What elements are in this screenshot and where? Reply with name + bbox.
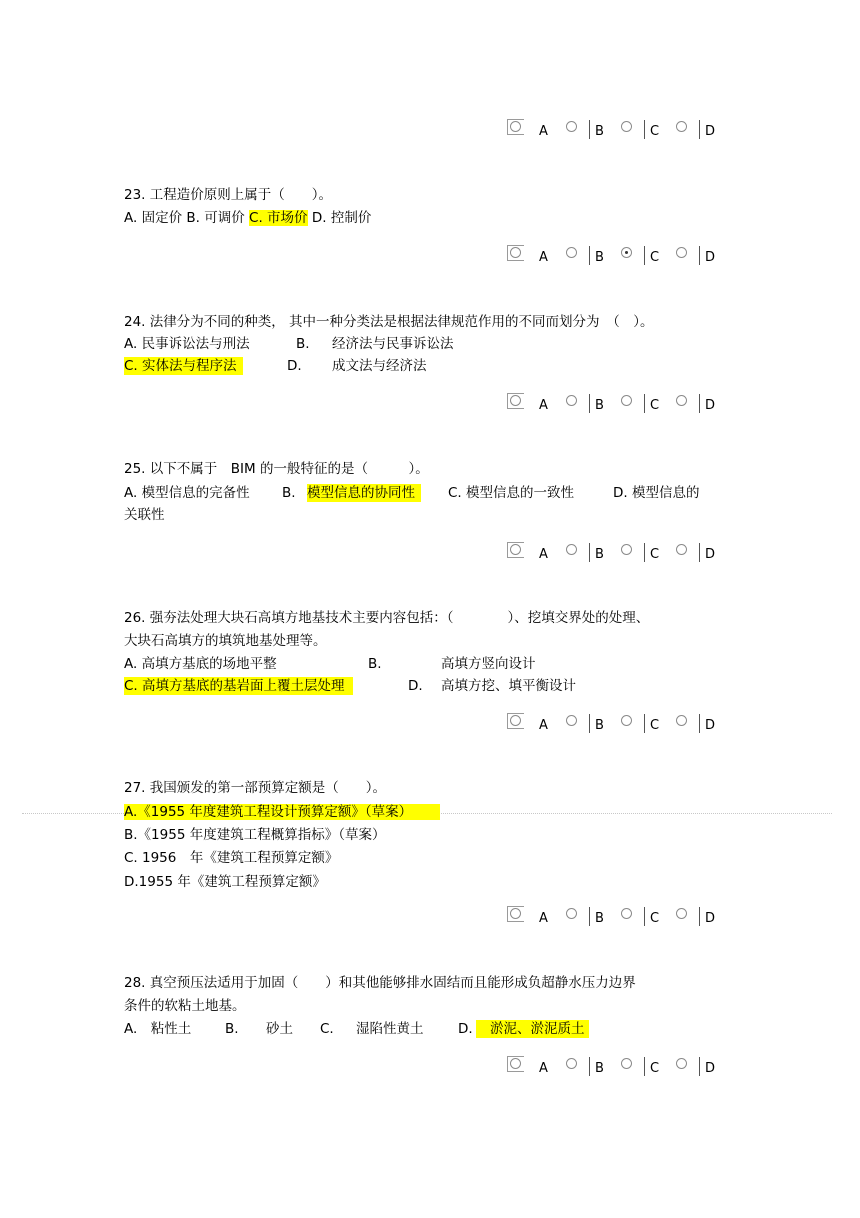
separator-bar (699, 120, 700, 139)
q28-option-b[interactable]: B (564, 1057, 610, 1079)
q25-option-c[interactable]: C (619, 543, 665, 565)
q24-option-c-text: C. 实体法与程序法 (124, 357, 243, 375)
q25-option-b[interactable]: B (564, 543, 610, 565)
radio-icon[interactable] (566, 1058, 577, 1069)
q28-option-b-label: B. (225, 1021, 239, 1037)
q23-radio-group (508, 246, 728, 268)
q28-option-d-text: 淤泥、淤泥质土 (476, 1020, 589, 1038)
q26-radio-group (508, 714, 728, 736)
q26-stem-line2: 大块石高填方的填筑地基处理等。 (124, 633, 327, 649)
q27-option-c-text: C. 1956 年《建筑工程预算定额》 (124, 850, 339, 866)
q28-option-d[interactable]: D (674, 1057, 720, 1079)
q26-option-b[interactable]: B (564, 714, 610, 736)
q28-option-b-text: 砂土 (266, 1021, 293, 1037)
radio-icon[interactable] (676, 715, 687, 726)
radio-icon[interactable] (510, 121, 521, 132)
radio-icon[interactable] (510, 908, 521, 919)
radio-icon[interactable] (621, 544, 632, 555)
q27-option-c[interactable]: C (619, 907, 665, 929)
radio-icon[interactable] (676, 1058, 687, 1069)
q26-option-d-text: 高填方挖、填平衡设计 (441, 678, 576, 694)
q23-option-d[interactable]: D (674, 246, 720, 268)
q22-option-b[interactable]: B (564, 120, 610, 142)
separator-bar (644, 394, 645, 413)
q26-option-b-text: 高填方竖向设计 (441, 656, 536, 672)
q23-option-c-text: C. 市场价 (249, 210, 308, 226)
radio-icon[interactable] (621, 715, 632, 726)
separator-bar (589, 543, 590, 562)
q27-option-a-text: A.《1955 年度建筑工程设计预算定额》（草案） (124, 804, 440, 820)
q24-option-a[interactable]: A (508, 394, 554, 416)
q23-option-b-text: B. 可调价 (186, 210, 245, 226)
separator-bar (699, 394, 700, 413)
q27-stem: 27. 我国颁发的第一部预算定额是（ ）。 (124, 780, 387, 796)
q24-radio-group (508, 394, 728, 416)
q23-option-d-text: D. 控制价 (311, 210, 372, 226)
q25-option-a-text: A. 模型信息的完备性 (124, 485, 250, 501)
radio-icon[interactable] (566, 121, 577, 132)
q26-option-a[interactable]: A (508, 714, 554, 736)
q25-option-d[interactable]: D (674, 543, 720, 565)
q23-options (124, 209, 371, 227)
radio-icon[interactable] (510, 247, 521, 258)
separator-bar (589, 394, 590, 413)
q25-option-d-text: D. 模型信息的 (613, 485, 700, 501)
q25-stem: 25. 以下不属于 BIM 的一般特征的是（ ）。 (124, 461, 429, 477)
q28-stem-line1: 28. 真空预压法适用于加固（ ）和其他能够排水固结而且能形成负超静水压力边界 (124, 975, 636, 991)
q24-option-a-text: A. 民事诉讼法与刑法 (124, 336, 250, 352)
radio-icon[interactable] (676, 908, 687, 919)
q22-option-d[interactable]: D (674, 120, 720, 142)
q28-option-a[interactable]: A (508, 1057, 554, 1079)
radio-icon[interactable] (510, 1058, 521, 1069)
q26-option-d-label: D. (408, 678, 423, 694)
separator-bar (699, 543, 700, 562)
q28-stem-line2: 条件的软粘土地基。 (124, 998, 246, 1014)
q24-option-b[interactable]: B (564, 394, 610, 416)
q27-option-b[interactable]: B (564, 907, 610, 929)
separator-bar (589, 1057, 590, 1076)
q28-option-c-label: C. (320, 1021, 334, 1037)
q26-option-d[interactable]: D (674, 714, 720, 736)
q23-option-b[interactable]: B (564, 246, 610, 268)
q28-option-d-label: D. (458, 1021, 473, 1037)
q26-option-a-text: A. 高填方基底的场地平整 (124, 656, 277, 672)
separator-bar (644, 120, 645, 139)
separator-bar (589, 120, 590, 139)
q26-option-b-label: B. (368, 656, 382, 672)
q28-option-a-text: A. 粘性土 (124, 1021, 192, 1037)
separator-bar (644, 714, 645, 733)
q22-option-a[interactable]: A (508, 120, 554, 142)
q25-option-b-text: 模型信息的协同性 (307, 484, 421, 502)
q25-option-d-continuation: 关联性 (124, 507, 165, 523)
q27-option-b-text: B.《1955 年度建筑工程概算指标》（草案） (124, 827, 386, 843)
separator-bar (644, 246, 645, 265)
q27-option-a[interactable]: A (508, 907, 554, 929)
q23-option-a[interactable]: A (508, 246, 554, 268)
q24-option-b-label: B. (296, 336, 310, 352)
q25-option-a[interactable]: A (508, 543, 554, 565)
q27-radio-group (508, 907, 728, 929)
radio-icon[interactable] (676, 121, 687, 132)
radio-icon[interactable] (510, 395, 521, 406)
q27-option-d-text: D.1955 年《建筑工程预算定额》 (124, 874, 326, 890)
radio-icon[interactable] (510, 544, 521, 555)
q28-option-c-text: 湿陷性黄土 (356, 1021, 424, 1037)
q24-option-d[interactable]: D (674, 394, 720, 416)
separator-bar (699, 907, 700, 926)
q26-option-c-text: C. 高填方基底的基岩面上覆土层处理 (124, 677, 353, 695)
q23-option-a-text: A. 固定价 (124, 210, 183, 226)
q23-option-c[interactable]: C (619, 246, 665, 268)
q26-stem-line1: 26. 强夯法处理大块石高填方地基技术主要内容包括：（ ）、挖填交界处的处理、 (124, 610, 650, 626)
radio-icon[interactable] (566, 395, 577, 406)
separator-bar (589, 246, 590, 265)
separator-bar (644, 1057, 645, 1076)
q28-radio-group (508, 1057, 728, 1079)
separator-bar (699, 714, 700, 733)
radio-icon[interactable] (566, 247, 577, 258)
q28-option-c[interactable]: C (619, 1057, 665, 1079)
radio-icon[interactable] (621, 121, 632, 132)
q22-radio-group (508, 120, 728, 142)
q25-radio-group (508, 543, 728, 565)
separator-bar (644, 543, 645, 562)
q24-option-b-text: 经济法与民事诉讼法 (332, 336, 454, 352)
radio-icon[interactable] (566, 715, 577, 726)
q27-option-d[interactable]: D (674, 907, 720, 929)
radio-icon[interactable] (621, 908, 632, 919)
q27-option-a-row (124, 803, 440, 821)
q25-option-b-label: B. (282, 485, 296, 501)
q22-option-c[interactable]: C (619, 120, 665, 142)
radio-icon[interactable] (566, 908, 577, 919)
q24-option-c[interactable]: C (619, 394, 665, 416)
separator-bar (644, 907, 645, 926)
radio-icon[interactable] (676, 247, 687, 258)
radio-icon[interactable] (566, 544, 577, 555)
separator-bar (589, 907, 590, 926)
radio-icon[interactable] (676, 395, 687, 406)
separator-bar (699, 1057, 700, 1076)
q24-option-d-text: 成文法与经济法 (332, 358, 427, 374)
q25-option-c-text: C. 模型信息的一致性 (448, 485, 575, 501)
q24-stem: 24. 法律分为不同的种类， 其中一种分类法是根据法律规范作用的不同而划分为 （ ）。 (124, 314, 654, 330)
radio-icon[interactable] (621, 1058, 632, 1069)
radio-checked-icon[interactable] (621, 247, 632, 258)
radio-icon[interactable] (510, 715, 521, 726)
separator-bar (699, 246, 700, 265)
q23-stem: 23. 工程造价原则上属于（ ）。 (124, 187, 333, 203)
separator-bar (589, 714, 590, 733)
q24-option-d-label: D. (287, 358, 302, 374)
radio-icon[interactable] (621, 395, 632, 406)
q26-option-c[interactable]: C (619, 714, 665, 736)
radio-icon[interactable] (676, 544, 687, 555)
